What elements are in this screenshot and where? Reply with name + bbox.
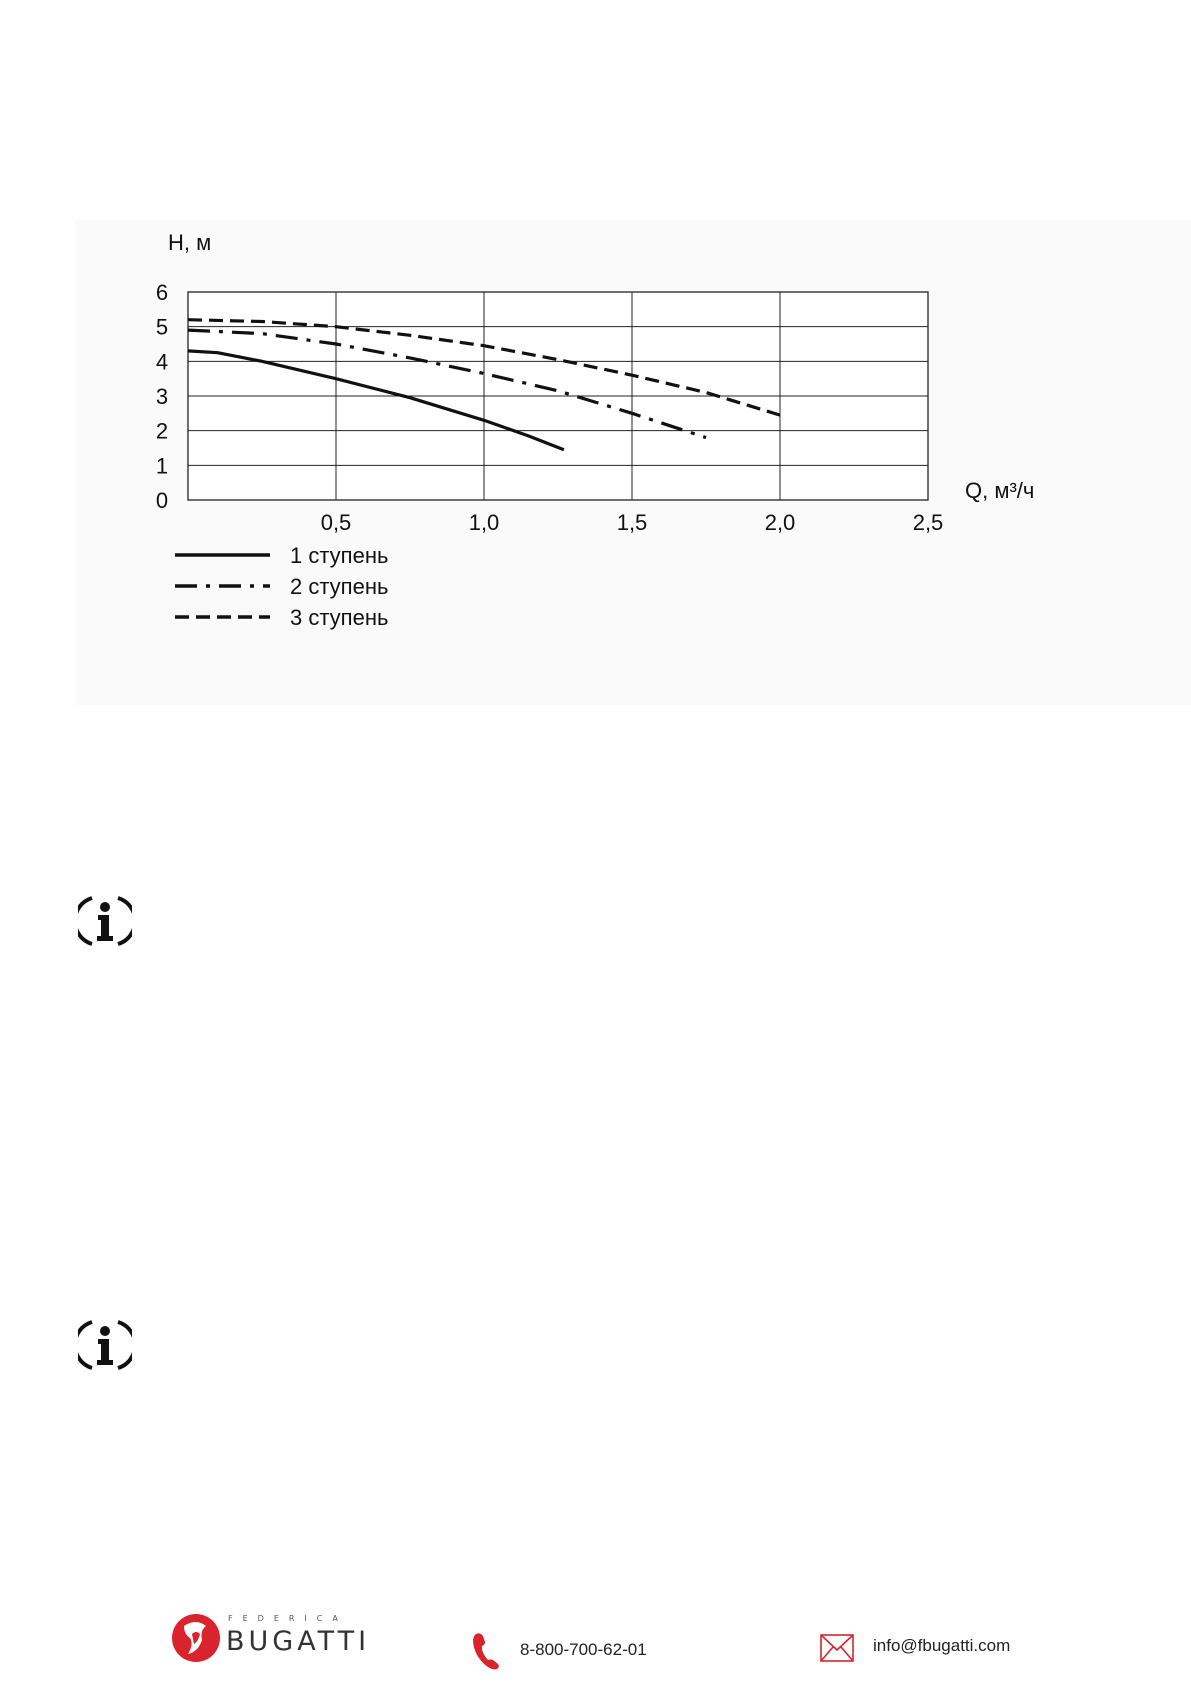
legend-label: 1 ступень	[290, 543, 389, 568]
x-tick-label: 1,0	[468, 510, 500, 535]
info-icon	[78, 1318, 132, 1372]
x-axis-label: Q, м³/ч	[965, 478, 1035, 503]
x-tick-label: 1,5	[616, 510, 648, 535]
y-tick-label: 5	[155, 314, 169, 340]
legend-label: 3 ступень	[290, 605, 389, 630]
logo-brand-text: BUGATTI	[226, 1626, 371, 1657]
phone-icon	[470, 1630, 504, 1670]
performance-chart	[75, 220, 1191, 705]
logo-emblem-icon	[170, 1612, 222, 1664]
y-tick-label: 4	[155, 349, 169, 375]
y-tick-label: 2	[155, 418, 169, 444]
x-tick-label: 2,0	[764, 510, 796, 535]
footer	[0, 1610, 1191, 1684]
y-tick-label: 0	[155, 488, 169, 513]
phone-number[interactable]: 8-800-700-62-01	[520, 1640, 647, 1659]
legend-label: 2 ступень	[290, 574, 389, 599]
y-tick-label: 1	[155, 453, 169, 479]
brand-logo[interactable]	[170, 1610, 380, 1670]
email-address[interactable]: info@fbugatti.com	[873, 1636, 1011, 1655]
chart-panel	[75, 220, 1191, 705]
x-tick-label: 2,5	[912, 510, 944, 535]
logo-small-text: FEDERICA	[228, 1614, 348, 1623]
mail-icon	[820, 1634, 854, 1662]
y-tick-label: 6	[155, 280, 169, 305]
y-axis-label: H, м	[168, 230, 212, 255]
info-icon	[78, 894, 132, 948]
x-tick-label: 0,5	[320, 510, 352, 535]
y-tick-label: 3	[155, 384, 169, 409]
